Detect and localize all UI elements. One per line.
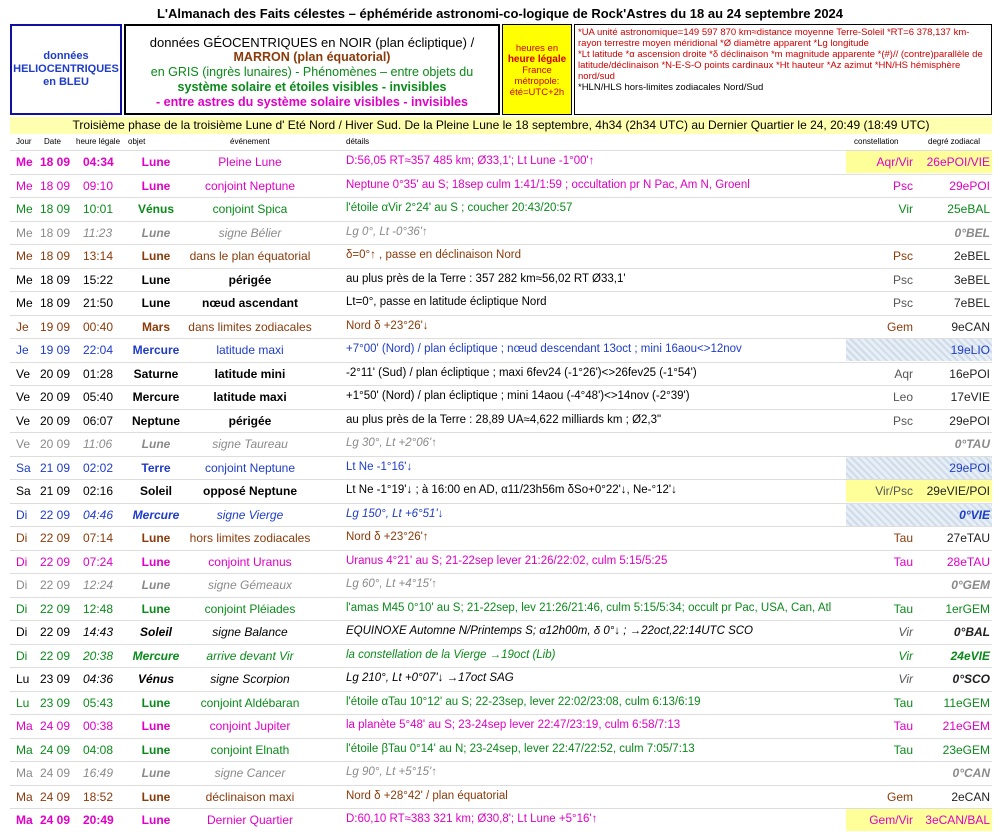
degree-cell: 29ePOI bbox=[949, 413, 990, 428]
date-cell: 21 09 bbox=[40, 460, 71, 475]
time-cell: 05:43 bbox=[83, 695, 114, 710]
event-cell: signe Balance bbox=[212, 625, 288, 639]
event-cell: latitude maxi bbox=[216, 343, 284, 357]
day-cell: Ve bbox=[16, 437, 31, 451]
details-cell: l'étoile αVir 2°24' au S ; coucher 20:43/20:57 bbox=[346, 202, 573, 214]
time-cell: 04:36 bbox=[83, 672, 114, 686]
time-cell: 04:34 bbox=[83, 155, 114, 169]
table-row bbox=[10, 244, 992, 268]
legend-geo-line3: en GRIS (ingrès lunaires) - Phénomènes – entre objets du bbox=[150, 65, 474, 79]
legend-units-line1: *UA unité astronomique=149 597 870 km≈distance moyenne Terre-Soleil *RT=6 378,137 km-rayon terrestre moyen méridional *Ø diamètre apparent *Lg longitude bbox=[578, 27, 970, 49]
event-cell: signe Scorpion bbox=[210, 672, 290, 686]
degree-cell: 16ePOI bbox=[949, 366, 990, 381]
degree-cell: 2eBEL bbox=[953, 249, 990, 263]
event-cell: hors limites zodiacales bbox=[189, 531, 311, 545]
table-row bbox=[10, 738, 992, 762]
object-cell: Mercure bbox=[132, 390, 180, 404]
date-cell: 20 09 bbox=[40, 390, 71, 404]
day-cell: Je bbox=[16, 319, 29, 334]
degree-cell: 0°GEM bbox=[951, 578, 990, 592]
date-cell: 23 09 bbox=[40, 672, 71, 686]
object-cell: Lune bbox=[141, 742, 171, 757]
col-details: détails bbox=[346, 137, 370, 146]
event-cell: nœud ascendant bbox=[201, 296, 298, 310]
time-cell: 11:06 bbox=[83, 437, 113, 451]
constellation-cell: Vir bbox=[898, 625, 913, 639]
event-cell: latitude maxi bbox=[213, 390, 287, 404]
event-cell: arrive devant Vir bbox=[206, 648, 294, 663]
details-cell: Lg 0°, Lt -0°36'↑ bbox=[346, 225, 428, 238]
constellation-cell: Tau bbox=[893, 531, 913, 545]
table-row bbox=[10, 362, 992, 386]
object-cell: Lune bbox=[141, 719, 171, 733]
date-cell: 22 09 bbox=[40, 625, 71, 639]
day-cell: Ma bbox=[16, 719, 33, 733]
object-cell: Terre bbox=[141, 460, 171, 475]
time-cell: 02:02 bbox=[83, 460, 114, 475]
col-heure: heure légale bbox=[76, 137, 121, 146]
event-cell: Dernier Quartier bbox=[206, 813, 294, 827]
object-cell: Lune bbox=[141, 813, 171, 827]
details-cell: Lt Ne -1°16'↓ bbox=[346, 460, 413, 473]
date-cell: 22 09 bbox=[40, 601, 71, 616]
details-cell: Lg 90°, Lt +5°15'↑ bbox=[346, 766, 438, 778]
details-cell: Lt Ne -1°19'↓ ; à 16:00 en AD, α11/23h56m δSo+0°22'↓, Ne-°12'↓ bbox=[346, 484, 677, 496]
time-cell: 12:24 bbox=[83, 578, 114, 592]
constellation-cell: Psc bbox=[892, 178, 913, 193]
event-cell: latitude mini bbox=[214, 366, 286, 381]
legend-heures-line4: métropole: bbox=[514, 76, 560, 87]
legend-units-line3: *HLN/HLS hors-limites zodiacales Nord/Sud bbox=[578, 82, 764, 93]
time-cell: 18:52 bbox=[83, 789, 114, 804]
time-cell: 20:38 bbox=[83, 648, 114, 663]
event-cell: déclinaison maxi bbox=[205, 789, 295, 804]
constellation-cell: Tau bbox=[893, 695, 913, 710]
details-cell: δ=0°↑ , passe en déclinaison Nord bbox=[346, 249, 521, 261]
event-cell: signe Bélier bbox=[218, 225, 282, 240]
day-cell: Di bbox=[16, 578, 28, 592]
degree-cell: 28eTAU bbox=[946, 554, 990, 569]
details-cell: +1°50' (Nord) / plan écliptique ; mini 14aou (-4°48')<>14nov (-2°39') bbox=[346, 390, 690, 402]
time-cell: 00:38 bbox=[83, 719, 114, 733]
event-cell: conjoint Jupiter bbox=[209, 719, 291, 733]
details-cell: Lg 60°, Lt +4°15'↑ bbox=[346, 578, 438, 590]
object-cell: Mercure bbox=[132, 507, 180, 522]
table-row bbox=[10, 691, 992, 715]
degree-cell: 9eCAN bbox=[951, 319, 990, 334]
time-cell: 02:16 bbox=[83, 484, 114, 498]
object-cell: Lune bbox=[141, 531, 171, 545]
table-row bbox=[10, 761, 992, 785]
table-row bbox=[10, 385, 992, 409]
object-cell: Mars bbox=[141, 319, 170, 334]
legend-heures-line5: été=UTC+2h bbox=[509, 87, 565, 98]
degree-cell: 0°BEL bbox=[954, 225, 990, 240]
day-cell: Ma bbox=[16, 766, 33, 780]
degree-cell: 24eVIE bbox=[950, 648, 990, 663]
degree-cell: 2eCAN bbox=[951, 789, 990, 804]
time-cell: 04:46 bbox=[83, 507, 114, 522]
day-cell: Di bbox=[16, 625, 28, 639]
date-cell: 19 09 bbox=[40, 319, 71, 334]
date-cell: 23 09 bbox=[40, 695, 71, 710]
event-cell: conjoint Spica bbox=[212, 202, 288, 216]
date-cell: 24 09 bbox=[40, 813, 71, 827]
date-cell: 24 09 bbox=[40, 766, 71, 780]
table-row bbox=[10, 526, 992, 550]
event-cell: conjoint Elnath bbox=[210, 742, 290, 757]
event-cell: dans le plan équatorial bbox=[189, 249, 311, 263]
constellation-cell: Aqr bbox=[894, 366, 913, 381]
table-row bbox=[10, 338, 992, 362]
object-cell: Lune bbox=[141, 766, 171, 780]
day-cell: Lu bbox=[16, 672, 30, 686]
date-cell: 22 09 bbox=[40, 554, 71, 569]
details-cell: D:56,05 RT≈357 485 km; Ø33,1'; Lt Lune -1°00'↑ bbox=[346, 155, 595, 167]
day-cell: Lu bbox=[16, 695, 30, 710]
date-cell: 22 09 bbox=[40, 507, 71, 522]
degree-cell: 17eVIE bbox=[950, 390, 990, 404]
time-cell: 10:01 bbox=[83, 202, 114, 216]
date-cell: 18 09 bbox=[40, 272, 71, 287]
table-row bbox=[10, 597, 992, 621]
legend-heliocentric-text: données HELIOCENTRIQUES en BLEU bbox=[13, 50, 119, 88]
col-degre: degré zodiacal bbox=[928, 137, 981, 146]
table-row bbox=[10, 174, 992, 198]
constellation-cell: Gem/Vir bbox=[869, 813, 913, 827]
degree-cell: 7eBEL bbox=[953, 296, 990, 310]
col-constellation: constellation bbox=[854, 137, 899, 146]
degree-cell: 19eLIO bbox=[950, 343, 990, 357]
object-cell: Lune bbox=[141, 601, 171, 616]
legend-geo-line1: données GÉOCENTRIQUES en NOIR (plan écliptique) / bbox=[149, 35, 475, 50]
time-cell: 15:22 bbox=[83, 272, 114, 287]
degree-cell: 29ePOI bbox=[949, 460, 990, 475]
date-cell: 20 09 bbox=[40, 437, 71, 451]
table-row bbox=[10, 644, 992, 668]
details-cell: au plus près de la Terre : 357 282 km≈56,02 RT Ø33,1' bbox=[346, 272, 626, 285]
degree-cell: 23eGEM bbox=[942, 742, 990, 757]
details-cell: Nord δ +23°26'↓ bbox=[346, 319, 429, 332]
details-cell: Nord δ +23°26'↑ bbox=[346, 531, 429, 543]
constellation-cell: Vir bbox=[898, 202, 913, 216]
degree-cell: 0°BAL bbox=[953, 625, 990, 639]
object-cell: Lune bbox=[141, 272, 171, 287]
details-cell: la constellation de la Vierge →19oct (Lib) bbox=[346, 648, 556, 661]
constellation-cell: Psc bbox=[892, 249, 913, 263]
degree-cell: 0°TAU bbox=[954, 437, 990, 451]
object-cell: Lune bbox=[141, 178, 171, 193]
table-row bbox=[10, 503, 992, 527]
event-cell: signe Gémeaux bbox=[207, 578, 293, 592]
constellation-cell: Gem bbox=[886, 319, 913, 334]
object-cell: Soleil bbox=[139, 484, 172, 498]
table-row bbox=[10, 221, 992, 245]
table-row bbox=[10, 573, 992, 597]
degree-cell: 21eGEM bbox=[942, 719, 990, 733]
day-cell: Ma bbox=[16, 813, 33, 827]
day-cell: Di bbox=[16, 531, 28, 545]
constellation-cell: Psc bbox=[892, 296, 913, 310]
day-cell: Me bbox=[16, 249, 33, 263]
details-cell: Uranus 4°21' au S; 21-22sep lever 21:26/22:02, culm 5:15/5:25 bbox=[346, 554, 668, 567]
object-cell: Mercure bbox=[132, 343, 180, 357]
details-cell: Neptune 0°35' au S; 18sep culm 1:41/1:59 ; occultation pr N Pac, Am N, Groenl bbox=[346, 178, 750, 191]
day-cell: Me bbox=[16, 202, 33, 216]
day-cell: Ve bbox=[16, 390, 31, 404]
constellation-cell: Tau bbox=[893, 719, 913, 733]
constellation-cell: Psc bbox=[892, 272, 913, 287]
col-jour: Jour bbox=[16, 137, 32, 146]
object-cell: Vénus bbox=[137, 202, 174, 216]
table-row bbox=[10, 785, 992, 809]
event-cell: périgée bbox=[228, 413, 272, 428]
object-cell: Lune bbox=[141, 578, 171, 592]
object-cell: Lune bbox=[141, 695, 171, 710]
constellation-cell: Vir/Psc bbox=[875, 484, 913, 498]
legend-units bbox=[574, 24, 992, 115]
date-cell: 18 09 bbox=[40, 155, 71, 169]
table-row bbox=[10, 197, 992, 221]
day-cell: Je bbox=[16, 343, 29, 357]
table-row bbox=[10, 479, 992, 503]
constellation-cell: Vir bbox=[898, 648, 913, 663]
time-cell: 11:23 bbox=[83, 225, 113, 240]
col-objet: objet bbox=[128, 137, 146, 146]
date-cell: 22 09 bbox=[40, 648, 71, 663]
table-row bbox=[10, 456, 992, 480]
legend-units-line2: *Lt latitude *α ascension droite *δ déclinaison *m magnitude apparente *(#)// (contre)parallèle de latitude/déclinaison *N-E-S-O points cardinaux *Ht hauteur *Az azimut *HN/HS hémisphère nord/sud bbox=[578, 49, 983, 82]
time-cell: 12:48 bbox=[83, 601, 114, 616]
date-cell: 20 09 bbox=[40, 366, 71, 381]
time-cell: 05:40 bbox=[83, 390, 114, 404]
degree-cell: 1erGEM bbox=[945, 601, 990, 616]
details-cell: l'étoile αTau 10°12' au S; 22-23sep, lever 22:02/23:08, culm 6:13/6:19 bbox=[346, 695, 701, 708]
event-cell: signe Taureau bbox=[212, 437, 288, 451]
legend-heliocentric bbox=[10, 24, 122, 115]
date-cell: 24 09 bbox=[40, 789, 71, 804]
details-cell: la planète 5°48' au S; 23-24sep lever 22:47/23:19, culm 6:58/7:13 bbox=[346, 719, 681, 731]
details-cell: l'étoile βTau 0°14' au N; 23-24sep, lever 22:47/22:52, culm 7:05/7:13 bbox=[346, 742, 695, 755]
time-cell: 14:43 bbox=[83, 625, 114, 639]
date-cell: 22 09 bbox=[40, 531, 71, 545]
date-cell: 18 09 bbox=[40, 296, 71, 310]
legend-heures-line3: France bbox=[522, 65, 552, 76]
degree-cell: 26ePOI/VIE bbox=[926, 155, 990, 169]
date-cell: 18 09 bbox=[40, 178, 71, 193]
col-evenement: événement bbox=[230, 137, 270, 146]
degree-cell: 0°SCO bbox=[952, 672, 990, 686]
day-cell: Me bbox=[16, 155, 33, 169]
table-row bbox=[10, 268, 992, 292]
details-cell: -2°11' (Sud) / plan écliptique ; maxi 6fev24 (-1°26')<>26fev25 (-1°54') bbox=[346, 366, 697, 379]
phase-banner: Troisième phase de la troisième Lune d' Eté Nord / Hiver Sud. De la Pleine Lune le 18 septembre, 4h34 (2h34 UTC) au Dernier Quartier le 24, 20:49 (18:49 UTC) bbox=[10, 117, 992, 134]
date-cell: 20 09 bbox=[40, 413, 71, 428]
details-cell: au plus près de la Terre : 28,89 UA≈4,622 milliards km ; Ø2,3" bbox=[346, 413, 662, 426]
constellation-cell: Tau bbox=[893, 742, 913, 757]
date-cell: 18 09 bbox=[40, 202, 71, 216]
day-cell: Sa bbox=[16, 484, 31, 498]
table-row bbox=[10, 808, 992, 832]
event-cell: dans limites zodiacales bbox=[188, 319, 312, 334]
degree-cell: 0°VIE bbox=[959, 507, 990, 522]
object-cell: Vénus bbox=[137, 672, 174, 686]
table-row bbox=[10, 315, 992, 339]
details-cell: l'amas M45 0°10' au S; 21-22sep, lev 21:26/21:46, culm 5:15/5:34; occult pr Pac, USA, Can, Atl bbox=[346, 601, 832, 614]
object-cell: Lune bbox=[141, 789, 171, 804]
date-cell: 24 09 bbox=[40, 742, 71, 757]
degree-cell: 11eGEM bbox=[943, 695, 990, 710]
day-cell: Di bbox=[16, 601, 28, 616]
event-cell: périgée bbox=[228, 272, 272, 287]
object-cell: Soleil bbox=[139, 625, 172, 639]
time-cell: 16:49 bbox=[83, 766, 114, 780]
day-cell: Me bbox=[16, 296, 33, 310]
table-row bbox=[10, 150, 992, 174]
event-cell: conjoint Aldébaran bbox=[200, 695, 300, 710]
legend-geocentric bbox=[124, 24, 500, 115]
time-cell: 07:14 bbox=[83, 531, 114, 545]
time-cell: 04:08 bbox=[83, 742, 114, 757]
details-cell: Lt=0°, passe en latitude écliptique Nord bbox=[346, 296, 547, 308]
legend-geo-line4: système solaire et étoiles visibles - invisibles bbox=[177, 80, 447, 94]
details-cell: D:60,10 RT≈383 321 km; Ø30,8'; Lt Lune +5°16'↑ bbox=[346, 813, 598, 825]
time-cell: 21:50 bbox=[83, 296, 114, 310]
object-cell: Lune bbox=[141, 155, 171, 169]
legend-heures-line2: heure légale bbox=[507, 54, 567, 65]
constellation-cell: Leo bbox=[892, 390, 913, 404]
page-title: L'Almanach des Faits célestes – éphéméride astronomi-co-logique de Rock'Astres du 18 au 24 septembre 2024 bbox=[156, 6, 844, 21]
degree-cell: 3eCAN/BAL bbox=[925, 813, 990, 827]
column-headers bbox=[0, 137, 1000, 149]
day-cell: Ve bbox=[16, 413, 31, 428]
table-row bbox=[10, 432, 992, 456]
constellation-cell: Tau bbox=[893, 554, 913, 569]
day-cell: Me bbox=[16, 225, 33, 240]
event-cell: opposé Neptune bbox=[202, 484, 297, 498]
legend-geo-line2: MARRON (plan équatorial) bbox=[233, 50, 391, 64]
object-cell: Lune bbox=[141, 296, 171, 310]
date-cell: 18 09 bbox=[40, 249, 71, 263]
degree-cell: 27eTAU bbox=[946, 531, 990, 545]
constellation-cell: Tau bbox=[893, 601, 913, 616]
event-cell: Pleine Lune bbox=[218, 155, 282, 169]
degree-cell: 25eBAL bbox=[947, 202, 990, 216]
time-cell: 01:28 bbox=[83, 366, 114, 381]
time-cell: 20:49 bbox=[83, 813, 114, 827]
time-cell: 06:07 bbox=[83, 413, 114, 428]
time-cell: 22:04 bbox=[83, 343, 114, 357]
date-cell: 19 09 bbox=[40, 343, 71, 357]
event-cell: conjoint Neptune bbox=[204, 460, 296, 475]
day-cell: Ve bbox=[16, 366, 31, 381]
table-row bbox=[10, 550, 992, 574]
legend-legal-time bbox=[502, 24, 572, 115]
object-cell: Saturne bbox=[133, 366, 179, 381]
col-date: Date bbox=[44, 137, 61, 146]
constellation-cell: Gem bbox=[886, 789, 913, 804]
day-cell: Ma bbox=[16, 742, 33, 757]
event-cell: conjoint Uranus bbox=[208, 554, 292, 569]
details-cell: Lg 150°, Lt +6°51'↓ bbox=[346, 507, 444, 520]
degree-cell: 3eBEL bbox=[953, 272, 990, 287]
date-cell: 24 09 bbox=[40, 719, 71, 733]
object-cell: Lune bbox=[141, 437, 171, 451]
date-cell: 18 09 bbox=[40, 225, 71, 240]
time-cell: 09:10 bbox=[83, 178, 114, 193]
object-cell: Lune bbox=[141, 225, 171, 240]
constellation-cell: Vir bbox=[898, 672, 913, 686]
table-row bbox=[10, 291, 992, 315]
day-cell: Me bbox=[16, 178, 33, 193]
day-cell: Me bbox=[16, 272, 33, 287]
details-cell: Lg 210°, Lt +0°07'↓ →17oct SAG bbox=[346, 672, 514, 684]
object-cell: Mercure bbox=[132, 648, 180, 663]
table-row bbox=[10, 714, 992, 738]
time-cell: 07:24 bbox=[83, 554, 114, 569]
legend-geo-line5: - entre astres du système solaire visibles - invisibles bbox=[156, 95, 468, 109]
day-cell: Di bbox=[16, 507, 28, 522]
table-row bbox=[10, 667, 992, 691]
event-cell: signe Vierge bbox=[216, 507, 284, 522]
details-cell: Lg 30°, Lt +2°06'↑ bbox=[346, 437, 438, 449]
date-cell: 22 09 bbox=[40, 578, 71, 592]
event-cell: conjoint Pléiades bbox=[204, 601, 296, 616]
object-cell: Neptune bbox=[132, 413, 180, 428]
table-row bbox=[10, 620, 992, 644]
event-cell: signe Cancer bbox=[214, 766, 286, 780]
time-cell: 13:14 bbox=[83, 249, 114, 263]
time-cell: 00:40 bbox=[83, 319, 114, 334]
degree-cell: 0°CAN bbox=[952, 766, 990, 780]
day-cell: Sa bbox=[16, 460, 31, 475]
details-cell: +7°00' (Nord) / plan écliptique ; nœud descendant 13oct ; mini 16aou<>12nov bbox=[346, 343, 742, 355]
object-cell: Lune bbox=[141, 554, 171, 569]
table-row bbox=[10, 409, 992, 433]
date-cell: 21 09 bbox=[40, 484, 71, 498]
day-cell: Ma bbox=[16, 789, 33, 804]
constellation-cell: Psc bbox=[892, 413, 913, 428]
details-cell: EQUINOXE Automne N/Printemps S; α12h00m, δ 0°↓ ; →22oct,22:14UTC SCO bbox=[346, 625, 753, 637]
events-table bbox=[10, 150, 992, 832]
details-cell: Nord δ +28°42' / plan équatorial bbox=[346, 789, 508, 802]
constellation-cell: Aqr/Vir bbox=[876, 155, 913, 169]
day-cell: Di bbox=[16, 554, 28, 569]
legend-heures-line1: heures en bbox=[515, 43, 559, 54]
event-cell: conjoint Neptune bbox=[204, 178, 296, 193]
degree-cell: 29ePOI bbox=[949, 178, 990, 193]
degree-cell: 29eVIE/POI bbox=[926, 484, 990, 498]
object-cell: Lune bbox=[141, 249, 171, 263]
day-cell: Di bbox=[16, 648, 28, 663]
